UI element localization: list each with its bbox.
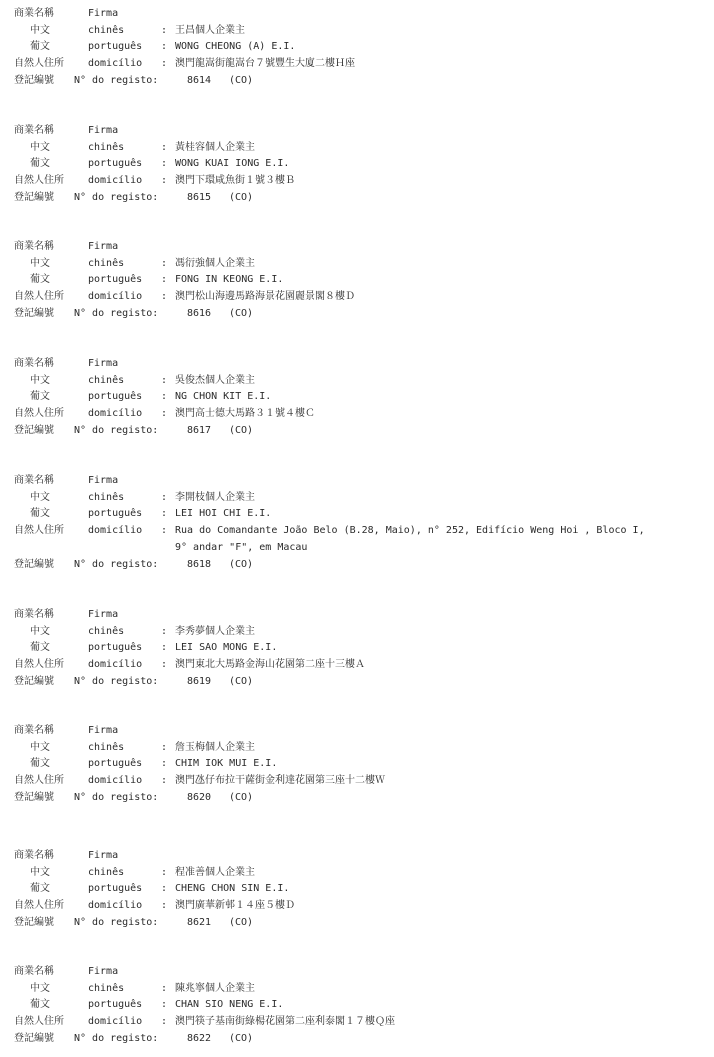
chinese-name: 程准善個人企業主 [175, 866, 255, 878]
address-line2: 9° andar "F", em Macau [175, 541, 308, 553]
chinese-label-pt: chinês [88, 257, 125, 269]
address: 澳門東北大馬路金海山花園第二座十三樓Ａ [175, 659, 365, 671]
address: Rua do Comandante João Belo (B.28, Maio), n° 252, Edifício Weng Hoi , Bloco I, [175, 525, 645, 537]
portuguese-label-zh: 葡文 [30, 41, 50, 53]
chinese-name: 吳俊杰個人企業主 [175, 374, 255, 386]
registry-label-zh: 登記編號 [14, 558, 54, 570]
domicile-label-pt: domicílio [88, 775, 143, 787]
portuguese-label-pt: português [88, 391, 143, 403]
domicile-label-pt: domicílio [88, 900, 143, 912]
firm-label-zh: 商業名稱 [14, 8, 54, 19]
colon: : [161, 274, 168, 286]
firm-label-pt: Firma [88, 475, 119, 486]
portuguese-label-pt: português [88, 999, 143, 1011]
colon: : [161, 24, 168, 36]
chinese-name: 馮衍強個人企業主 [175, 257, 255, 269]
portuguese-name: LEI HOI CHI E.I. [175, 508, 272, 520]
portuguese-label-zh: 葡文 [30, 508, 50, 520]
colon: : [161, 491, 168, 503]
portuguese-name: NG CHON KIT E.I. [175, 391, 272, 403]
chinese-label-zh: 中文 [30, 257, 50, 269]
portuguese-label-pt: português [88, 158, 143, 170]
portuguese-label-zh: 葡文 [30, 883, 50, 895]
chinese-label-zh: 中文 [30, 982, 50, 994]
registry-number: 8619 [187, 675, 212, 687]
colon: : [161, 775, 168, 787]
firm-label-zh: 商業名稱 [14, 725, 54, 736]
colon: : [161, 141, 168, 153]
firm-label-pt: Firma [88, 8, 119, 19]
chinese-label-zh: 中文 [30, 374, 50, 386]
domicile-label-zh: 自然人住所 [14, 525, 64, 537]
colon: : [161, 758, 168, 770]
registry-label-pt: N° do registo: [74, 675, 159, 687]
registry-number: 8621 [187, 916, 212, 928]
domicile-label-pt: domicílio [88, 175, 143, 187]
registry-type: (CO) [229, 307, 254, 319]
colon: : [161, 866, 168, 878]
chinese-label-zh: 中文 [30, 625, 50, 637]
portuguese-label-pt: português [88, 642, 143, 654]
chinese-label-pt: chinês [88, 741, 125, 753]
portuguese-name: CHENG CHON SIN E.I. [175, 883, 290, 895]
colon: : [161, 374, 168, 386]
domicile-label-pt: domicílio [88, 58, 143, 70]
chinese-name: 陳兆寧個人企業主 [175, 982, 255, 994]
registry-label-pt: N° do registo: [74, 791, 159, 803]
domicile-label-zh: 自然人住所 [14, 775, 64, 787]
firm-label-zh: 商業名稱 [14, 241, 54, 252]
registry-label-zh: 登記編號 [14, 916, 54, 928]
colon: : [161, 408, 168, 420]
domicile-label-zh: 自然人住所 [14, 175, 64, 187]
chinese-label-pt: chinês [88, 374, 125, 386]
portuguese-label-zh: 葡文 [30, 274, 50, 286]
address: 澳門高士德大馬路３１號４樓Ｃ [175, 408, 315, 420]
portuguese-label-pt: português [88, 274, 143, 286]
portuguese-label-zh: 葡文 [30, 999, 50, 1011]
chinese-name: 李秀夢個人企業主 [175, 625, 255, 637]
firm-label-zh: 商業名稱 [14, 475, 54, 486]
colon: : [161, 257, 168, 269]
colon: : [161, 900, 168, 912]
registry-type: (CO) [229, 675, 254, 687]
address: 澳門氹仔布拉干薩街金利達花園第三座十二樓Ｗ [175, 775, 385, 787]
registry-type: (CO) [229, 558, 254, 570]
colon: : [161, 175, 168, 187]
chinese-label-pt: chinês [88, 625, 125, 637]
colon: : [161, 41, 168, 53]
registry-type: (CO) [229, 1032, 254, 1044]
registry-label-pt: N° do registo: [74, 191, 159, 203]
domicile-label-pt: domicílio [88, 1016, 143, 1028]
domicile-label-zh: 自然人住所 [14, 408, 64, 420]
firm-label-pt: Firma [88, 125, 119, 136]
domicile-label-pt: domicílio [88, 291, 143, 303]
firm-label-pt: Firma [88, 241, 119, 252]
registry-label-zh: 登記編號 [14, 791, 54, 803]
colon: : [161, 883, 168, 895]
domicile-label-pt: domicílio [88, 659, 143, 671]
address: 澳門松山海邊馬路海景花園麗景閣８樓Ｄ [175, 291, 355, 303]
chinese-label-zh: 中文 [30, 24, 50, 36]
registry-label-pt: N° do registo: [74, 307, 159, 319]
colon: : [161, 741, 168, 753]
chinese-name: 李開枝個人企業主 [175, 491, 255, 503]
registry-label-zh: 登記編號 [14, 675, 54, 687]
registry-label-zh: 登記編號 [14, 1032, 54, 1044]
address: 澳門龍嵩街龍嵩台７號豐生大廈二樓Ｈ座 [175, 58, 355, 70]
portuguese-name: CHAN SIO NENG E.I. [175, 999, 284, 1011]
registry-label-zh: 登記編號 [14, 307, 54, 319]
chinese-label-zh: 中文 [30, 741, 50, 753]
chinese-label-pt: chinês [88, 24, 125, 36]
registry-label-pt: N° do registo: [74, 74, 159, 86]
portuguese-label-pt: português [88, 758, 143, 770]
firm-label-pt: Firma [88, 609, 119, 620]
firm-label-pt: Firma [88, 966, 119, 977]
portuguese-label-pt: português [88, 883, 143, 895]
portuguese-label-zh: 葡文 [30, 758, 50, 770]
portuguese-name: LEI SAO MONG E.I. [175, 642, 278, 654]
colon: : [161, 659, 168, 671]
colon: : [161, 391, 168, 403]
chinese-name: 黃桂容個人企業主 [175, 141, 255, 153]
registry-type: (CO) [229, 191, 254, 203]
address: 澳門筷子基南街綠楊花園第二座利泰閣１７樓Ｑ座 [175, 1016, 395, 1028]
chinese-name: 詹玉梅個人企業主 [175, 741, 255, 753]
portuguese-label-pt: português [88, 508, 143, 520]
registry-number: 8615 [187, 191, 212, 203]
portuguese-name: WONG CHEONG (A) E.I. [175, 41, 296, 53]
domicile-label-pt: domicílio [88, 525, 143, 537]
chinese-label-zh: 中文 [30, 866, 50, 878]
registry-number: 8616 [187, 307, 212, 319]
chinese-label-zh: 中文 [30, 141, 50, 153]
domicile-label-zh: 自然人住所 [14, 291, 64, 303]
colon: : [161, 58, 168, 70]
colon: : [161, 291, 168, 303]
registry-label-zh: 登記編號 [14, 74, 54, 86]
registry-label-pt: N° do registo: [74, 558, 159, 570]
registry-label-pt: N° do registo: [74, 424, 159, 436]
chinese-label-pt: chinês [88, 866, 125, 878]
registry-type: (CO) [229, 74, 254, 86]
portuguese-label-zh: 葡文 [30, 642, 50, 654]
colon: : [161, 642, 168, 654]
registry-label-zh: 登記編號 [14, 424, 54, 436]
chinese-label-pt: chinês [88, 982, 125, 994]
firm-label-zh: 商業名稱 [14, 125, 54, 136]
domicile-label-zh: 自然人住所 [14, 900, 64, 912]
chinese-label-pt: chinês [88, 141, 125, 153]
firm-label-pt: Firma [88, 850, 119, 861]
colon: : [161, 508, 168, 520]
registry-label-pt: N° do registo: [74, 1032, 159, 1044]
registry-number: 8620 [187, 791, 212, 803]
domicile-label-zh: 自然人住所 [14, 1016, 64, 1028]
firm-label-zh: 商業名稱 [14, 358, 54, 369]
colon: : [161, 982, 168, 994]
colon: : [161, 158, 168, 170]
registry-label-zh: 登記編號 [14, 191, 54, 203]
registry-number: 8614 [187, 74, 212, 86]
portuguese-label-zh: 葡文 [30, 391, 50, 403]
registry-number: 8618 [187, 558, 212, 570]
registry-type: (CO) [229, 916, 254, 928]
registry-type: (CO) [229, 424, 254, 436]
domicile-label-zh: 自然人住所 [14, 659, 64, 671]
chinese-label-zh: 中文 [30, 491, 50, 503]
registry-number: 8617 [187, 424, 212, 436]
domicile-label-zh: 自然人住所 [14, 58, 64, 70]
registry-type: (CO) [229, 791, 254, 803]
chinese-name: 王昌個人企業主 [175, 24, 245, 36]
firm-label-pt: Firma [88, 358, 119, 369]
address: 澳門下環咸魚街１號３樓Ｂ [175, 175, 295, 187]
portuguese-name: FONG IN KEONG E.I. [175, 274, 284, 286]
colon: : [161, 999, 168, 1011]
domicile-label-pt: domicílio [88, 408, 143, 420]
portuguese-label-zh: 葡文 [30, 158, 50, 170]
colon: : [161, 525, 168, 537]
colon: : [161, 1016, 168, 1028]
firm-label-zh: 商業名稱 [14, 850, 54, 861]
colon: : [161, 625, 168, 637]
firm-label-pt: Firma [88, 725, 119, 736]
portuguese-name: CHIM IOK MUI E.I. [175, 758, 278, 770]
firm-label-zh: 商業名稱 [14, 609, 54, 620]
firm-label-zh: 商業名稱 [14, 966, 54, 977]
chinese-label-pt: chinês [88, 491, 125, 503]
address: 澳門廣華新邨１４座５樓Ｄ [175, 900, 295, 912]
portuguese-label-pt: português [88, 41, 143, 53]
portuguese-name: WONG KUAI IONG E.I. [175, 158, 290, 170]
registry-label-pt: N° do registo: [74, 916, 159, 928]
registry-number: 8622 [187, 1032, 212, 1044]
